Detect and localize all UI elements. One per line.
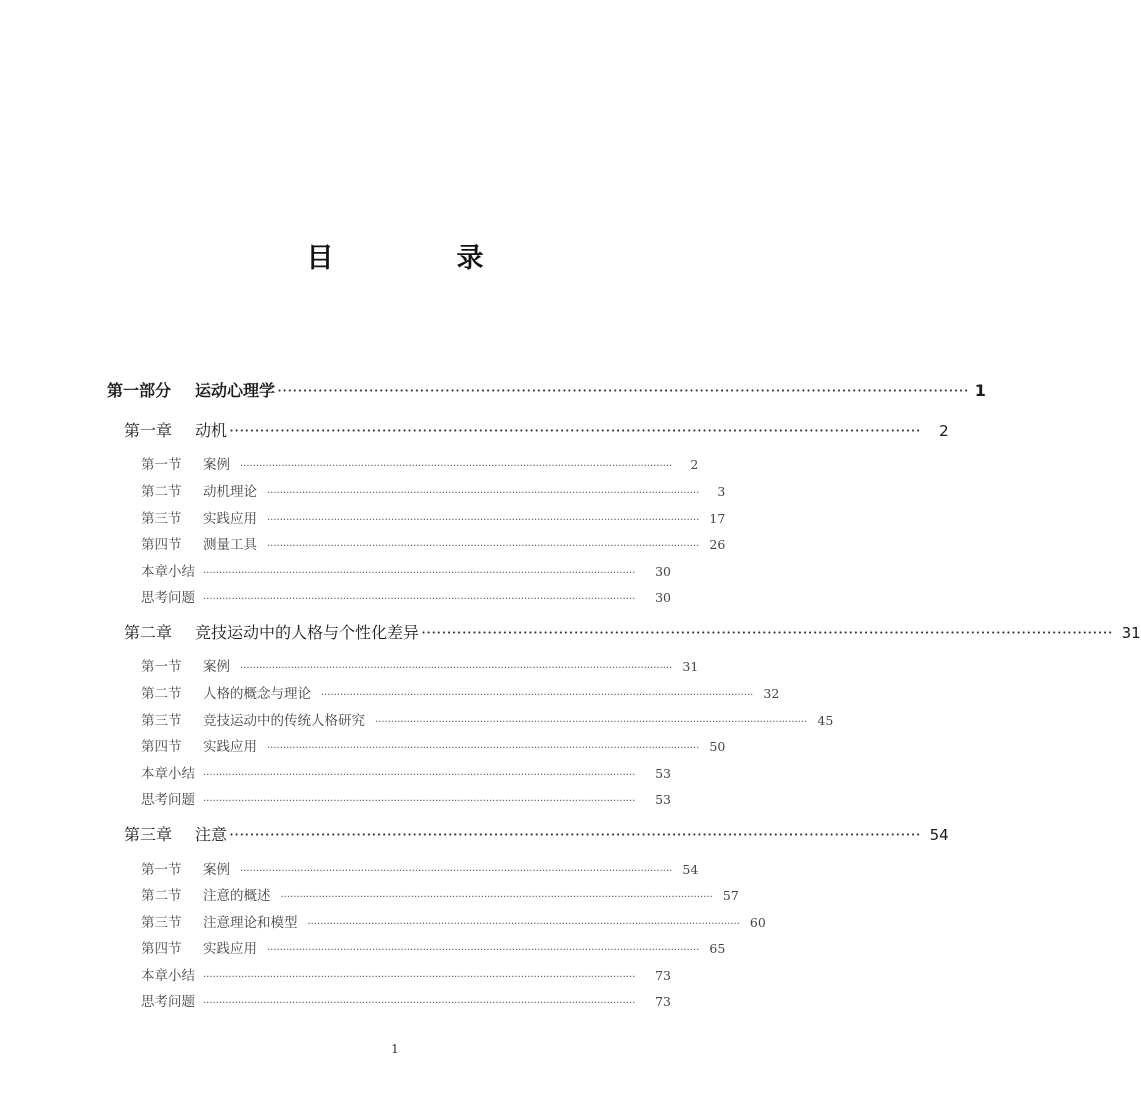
section-label: 第一节 [141, 862, 182, 878]
section-page-number: 26 [709, 537, 726, 552]
section-title: 注意理论和模型 [203, 915, 298, 931]
section-label: 第一节 [141, 659, 182, 675]
section-label: 思考问题 [141, 792, 195, 808]
section-label: 第二节 [141, 686, 182, 702]
part-title: 运动心理学 [195, 381, 276, 400]
section-title: 案例 [203, 457, 230, 473]
section-title: 注意的概述 [203, 888, 271, 904]
page-title: 目 录 [306, 243, 532, 274]
section-label: 第三节 [141, 713, 182, 729]
toc-summary-entry[interactable] [141, 560, 671, 580]
toc-chapter-entry[interactable] [124, 418, 949, 441]
dot-leader: ········································································································································ [421, 623, 1113, 642]
dot-leader: ········································································································································ [267, 743, 700, 754]
toc-section-entry[interactable] [141, 507, 726, 527]
section-label: 第三节 [141, 915, 182, 931]
toc-section-entry[interactable] [141, 911, 766, 931]
section-title: 人格的概念与理论 [203, 686, 311, 702]
dot-leader: ········································································································································ [229, 421, 921, 440]
section-title: 案例 [203, 862, 230, 878]
toc-section-entry[interactable] [141, 709, 834, 729]
section-page-number: 65 [709, 941, 726, 956]
dot-leader: ········································································································································ [203, 770, 636, 781]
dot-leader: ········································································································································ [240, 866, 673, 877]
section-page-number: 53 [655, 766, 671, 781]
toc-section-entry[interactable] [141, 682, 780, 702]
section-title: 实践应用 [203, 739, 257, 755]
section-page-number: 3 [717, 484, 726, 499]
section-label: 第四节 [141, 941, 182, 957]
dot-leader: ········································································································································ [240, 461, 673, 472]
toc-summary-entry[interactable] [141, 964, 671, 984]
chapter-label: 第三章 [124, 825, 173, 844]
dot-leader: ········································································································································ [203, 796, 636, 807]
section-title: 实践应用 [203, 941, 257, 957]
section-title: 案例 [203, 659, 230, 675]
toc-questions-entry[interactable] [141, 586, 671, 606]
section-page-number: 50 [709, 739, 726, 754]
section-page-number: 31 [682, 659, 699, 674]
section-title: 实践应用 [203, 511, 257, 527]
dot-leader: ········································································································································ [240, 663, 673, 674]
chapter-title: 注意 [195, 825, 228, 844]
part-page-number: 1 [974, 381, 986, 400]
section-page-number: 17 [709, 511, 726, 526]
section-label: 本章小结 [141, 968, 195, 984]
section-page-number: 30 [655, 590, 671, 605]
chapter-page-number: 54 [929, 826, 949, 844]
dot-leader: ········································································································································ [267, 945, 700, 956]
section-page-number: 57 [722, 888, 739, 903]
dot-leader: ········································································································································ [203, 568, 636, 579]
section-page-number: 45 [817, 713, 834, 728]
toc-chapter-entry[interactable] [124, 620, 1141, 643]
dot-leader: ········································································································································ [267, 541, 700, 552]
dot-leader: ········································································································································ [375, 717, 808, 728]
dot-leader: ········································································································································ [307, 919, 740, 930]
section-page-number: 73 [655, 994, 671, 1009]
dot-leader: ········································································································································ [267, 488, 700, 499]
section-title: 动机理论 [203, 484, 257, 500]
section-page-number: 54 [682, 862, 699, 877]
section-page-number: 2 [690, 457, 699, 472]
toc-chapter-entry[interactable] [124, 822, 949, 845]
chapter-title: 竞技运动中的人格与个性化差异 [195, 623, 420, 642]
footer-page-number: 1 [391, 1042, 399, 1056]
dot-leader: ········································································································································ [203, 998, 636, 1009]
dot-leader: ········································································································································ [321, 690, 754, 701]
section-label: 第四节 [141, 739, 182, 755]
toc-questions-entry[interactable] [141, 788, 671, 808]
section-label: 第四节 [141, 537, 182, 553]
section-label: 第二节 [141, 484, 182, 500]
dot-leader: ········································································································································ [203, 594, 636, 605]
dot-leader: ········································································································································ [277, 381, 969, 400]
toc-section-entry[interactable] [141, 655, 699, 675]
section-label: 思考问题 [141, 994, 195, 1010]
dot-leader: ········································································································································ [229, 825, 921, 844]
chapter-label: 第一章 [124, 421, 173, 440]
section-title: 测量工具 [203, 537, 257, 553]
toc-summary-entry[interactable] [141, 762, 671, 782]
toc-section-entry[interactable] [141, 480, 726, 500]
toc-section-entry[interactable] [141, 858, 699, 878]
dot-leader: ········································································································································ [280, 892, 713, 903]
part-label: 第一部分 [107, 381, 172, 400]
section-page-number: 30 [655, 564, 671, 579]
dot-leader: ········································································································································ [203, 972, 636, 983]
toc-questions-entry[interactable] [141, 990, 671, 1010]
section-label: 本章小结 [141, 766, 195, 782]
dot-leader: ········································································································································ [267, 515, 700, 526]
toc-section-entry[interactable] [141, 453, 699, 473]
section-page-number: 73 [655, 968, 671, 983]
section-label: 第一节 [141, 457, 182, 473]
chapter-title: 动机 [195, 421, 228, 440]
chapter-page-number: 31 [1121, 624, 1141, 642]
section-label: 本章小结 [141, 564, 195, 580]
toc-section-entry[interactable] [141, 533, 726, 553]
section-page-number: 60 [749, 915, 766, 930]
toc-part-entry[interactable] [107, 378, 986, 401]
section-label: 第二节 [141, 888, 182, 904]
section-page-number: 32 [763, 686, 780, 701]
section-label: 第三节 [141, 511, 182, 527]
toc-section-entry[interactable] [141, 884, 739, 904]
toc-section-entry[interactable] [141, 735, 726, 755]
section-title: 竞技运动中的传统人格研究 [203, 713, 365, 729]
chapter-page-number: 2 [939, 422, 949, 440]
chapter-label: 第二章 [124, 623, 173, 642]
section-label: 思考问题 [141, 590, 195, 606]
toc-section-entry[interactable] [141, 937, 726, 957]
section-page-number: 53 [655, 792, 671, 807]
